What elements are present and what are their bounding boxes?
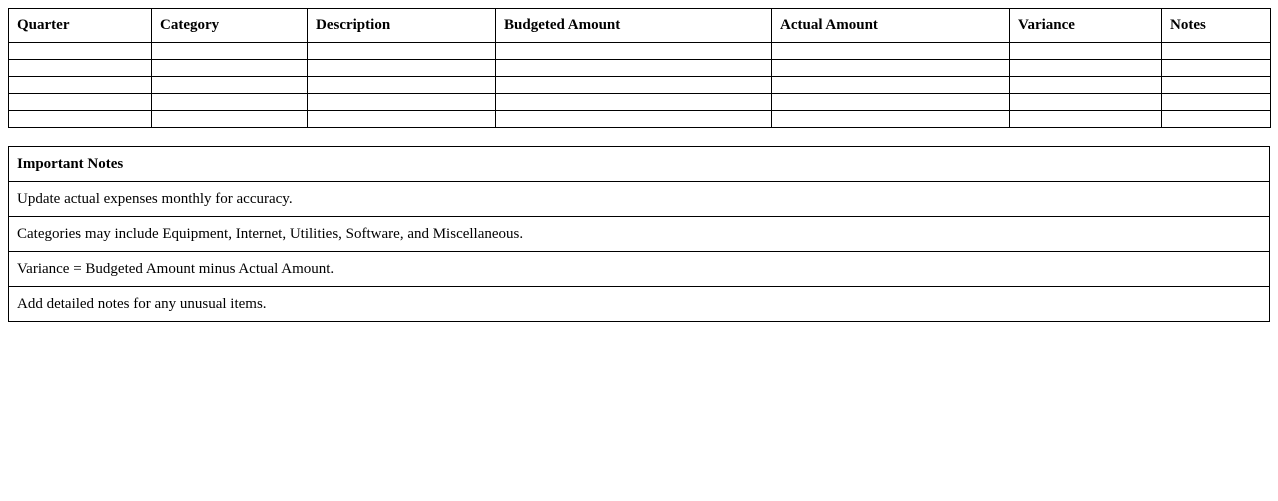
cell-actual-amount[interactable]	[772, 111, 1010, 128]
note-row	[9, 287, 1270, 322]
cell-category[interactable]	[152, 94, 308, 111]
cell-quarter[interactable]	[9, 111, 152, 128]
table-row	[9, 111, 1271, 128]
header-description: Description	[308, 9, 496, 43]
header-actual-amount: Actual Amount	[772, 9, 1010, 43]
note-row	[9, 182, 1270, 217]
cell-category[interactable]	[152, 77, 308, 94]
cell-budgeted-amount[interactable]	[496, 94, 772, 111]
note-item: Categories may include Equipment, Internet, Utilities, Software, and Miscellaneous.	[9, 217, 1270, 252]
table-row	[9, 94, 1271, 111]
note-item: Update actual expenses monthly for accuracy.	[9, 182, 1270, 217]
cell-variance[interactable]	[1010, 60, 1162, 77]
cell-variance[interactable]	[1010, 111, 1162, 128]
cell-actual-amount[interactable]	[772, 43, 1010, 60]
cell-variance[interactable]	[1010, 43, 1162, 60]
header-budgeted-amount: Budgeted Amount	[496, 9, 772, 43]
cell-variance[interactable]	[1010, 94, 1162, 111]
cell-category[interactable]	[152, 111, 308, 128]
budget-table	[8, 8, 1271, 128]
table-row	[9, 77, 1271, 94]
header-row	[9, 9, 1271, 43]
spreadsheet-page	[8, 8, 1270, 322]
cell-quarter[interactable]	[9, 60, 152, 77]
cell-notes[interactable]	[1162, 43, 1271, 60]
cell-actual-amount[interactable]	[772, 77, 1010, 94]
cell-quarter[interactable]	[9, 77, 152, 94]
cell-notes[interactable]	[1162, 77, 1271, 94]
cell-quarter[interactable]	[9, 94, 152, 111]
cell-actual-amount[interactable]	[772, 60, 1010, 77]
table-row	[9, 60, 1271, 77]
cell-budgeted-amount[interactable]	[496, 43, 772, 60]
header-notes: Notes	[1162, 9, 1271, 43]
note-item: Variance = Budgeted Amount minus Actual Amount.	[9, 252, 1270, 287]
cell-notes[interactable]	[1162, 111, 1271, 128]
cell-budgeted-amount[interactable]	[496, 111, 772, 128]
notes-title: Important Notes	[9, 147, 1270, 182]
note-item: Add detailed notes for any unusual items.	[9, 287, 1270, 322]
cell-notes[interactable]	[1162, 60, 1271, 77]
important-notes-table	[8, 146, 1270, 322]
header-variance: Variance	[1010, 9, 1162, 43]
header-category: Category	[152, 9, 308, 43]
header-quarter: Quarter	[9, 9, 152, 43]
cell-variance[interactable]	[1010, 77, 1162, 94]
cell-budgeted-amount[interactable]	[496, 77, 772, 94]
cell-budgeted-amount[interactable]	[496, 60, 772, 77]
cell-description[interactable]	[308, 77, 496, 94]
cell-notes[interactable]	[1162, 94, 1271, 111]
note-row	[9, 252, 1270, 287]
note-row	[9, 217, 1270, 252]
cell-description[interactable]	[308, 111, 496, 128]
cell-description[interactable]	[308, 94, 496, 111]
notes-header-row	[9, 147, 1270, 182]
cell-actual-amount[interactable]	[772, 94, 1010, 111]
cell-category[interactable]	[152, 43, 308, 60]
table-row	[9, 43, 1271, 60]
cell-description[interactable]	[308, 60, 496, 77]
cell-category[interactable]	[152, 60, 308, 77]
cell-quarter[interactable]	[9, 43, 152, 60]
cell-description[interactable]	[308, 43, 496, 60]
